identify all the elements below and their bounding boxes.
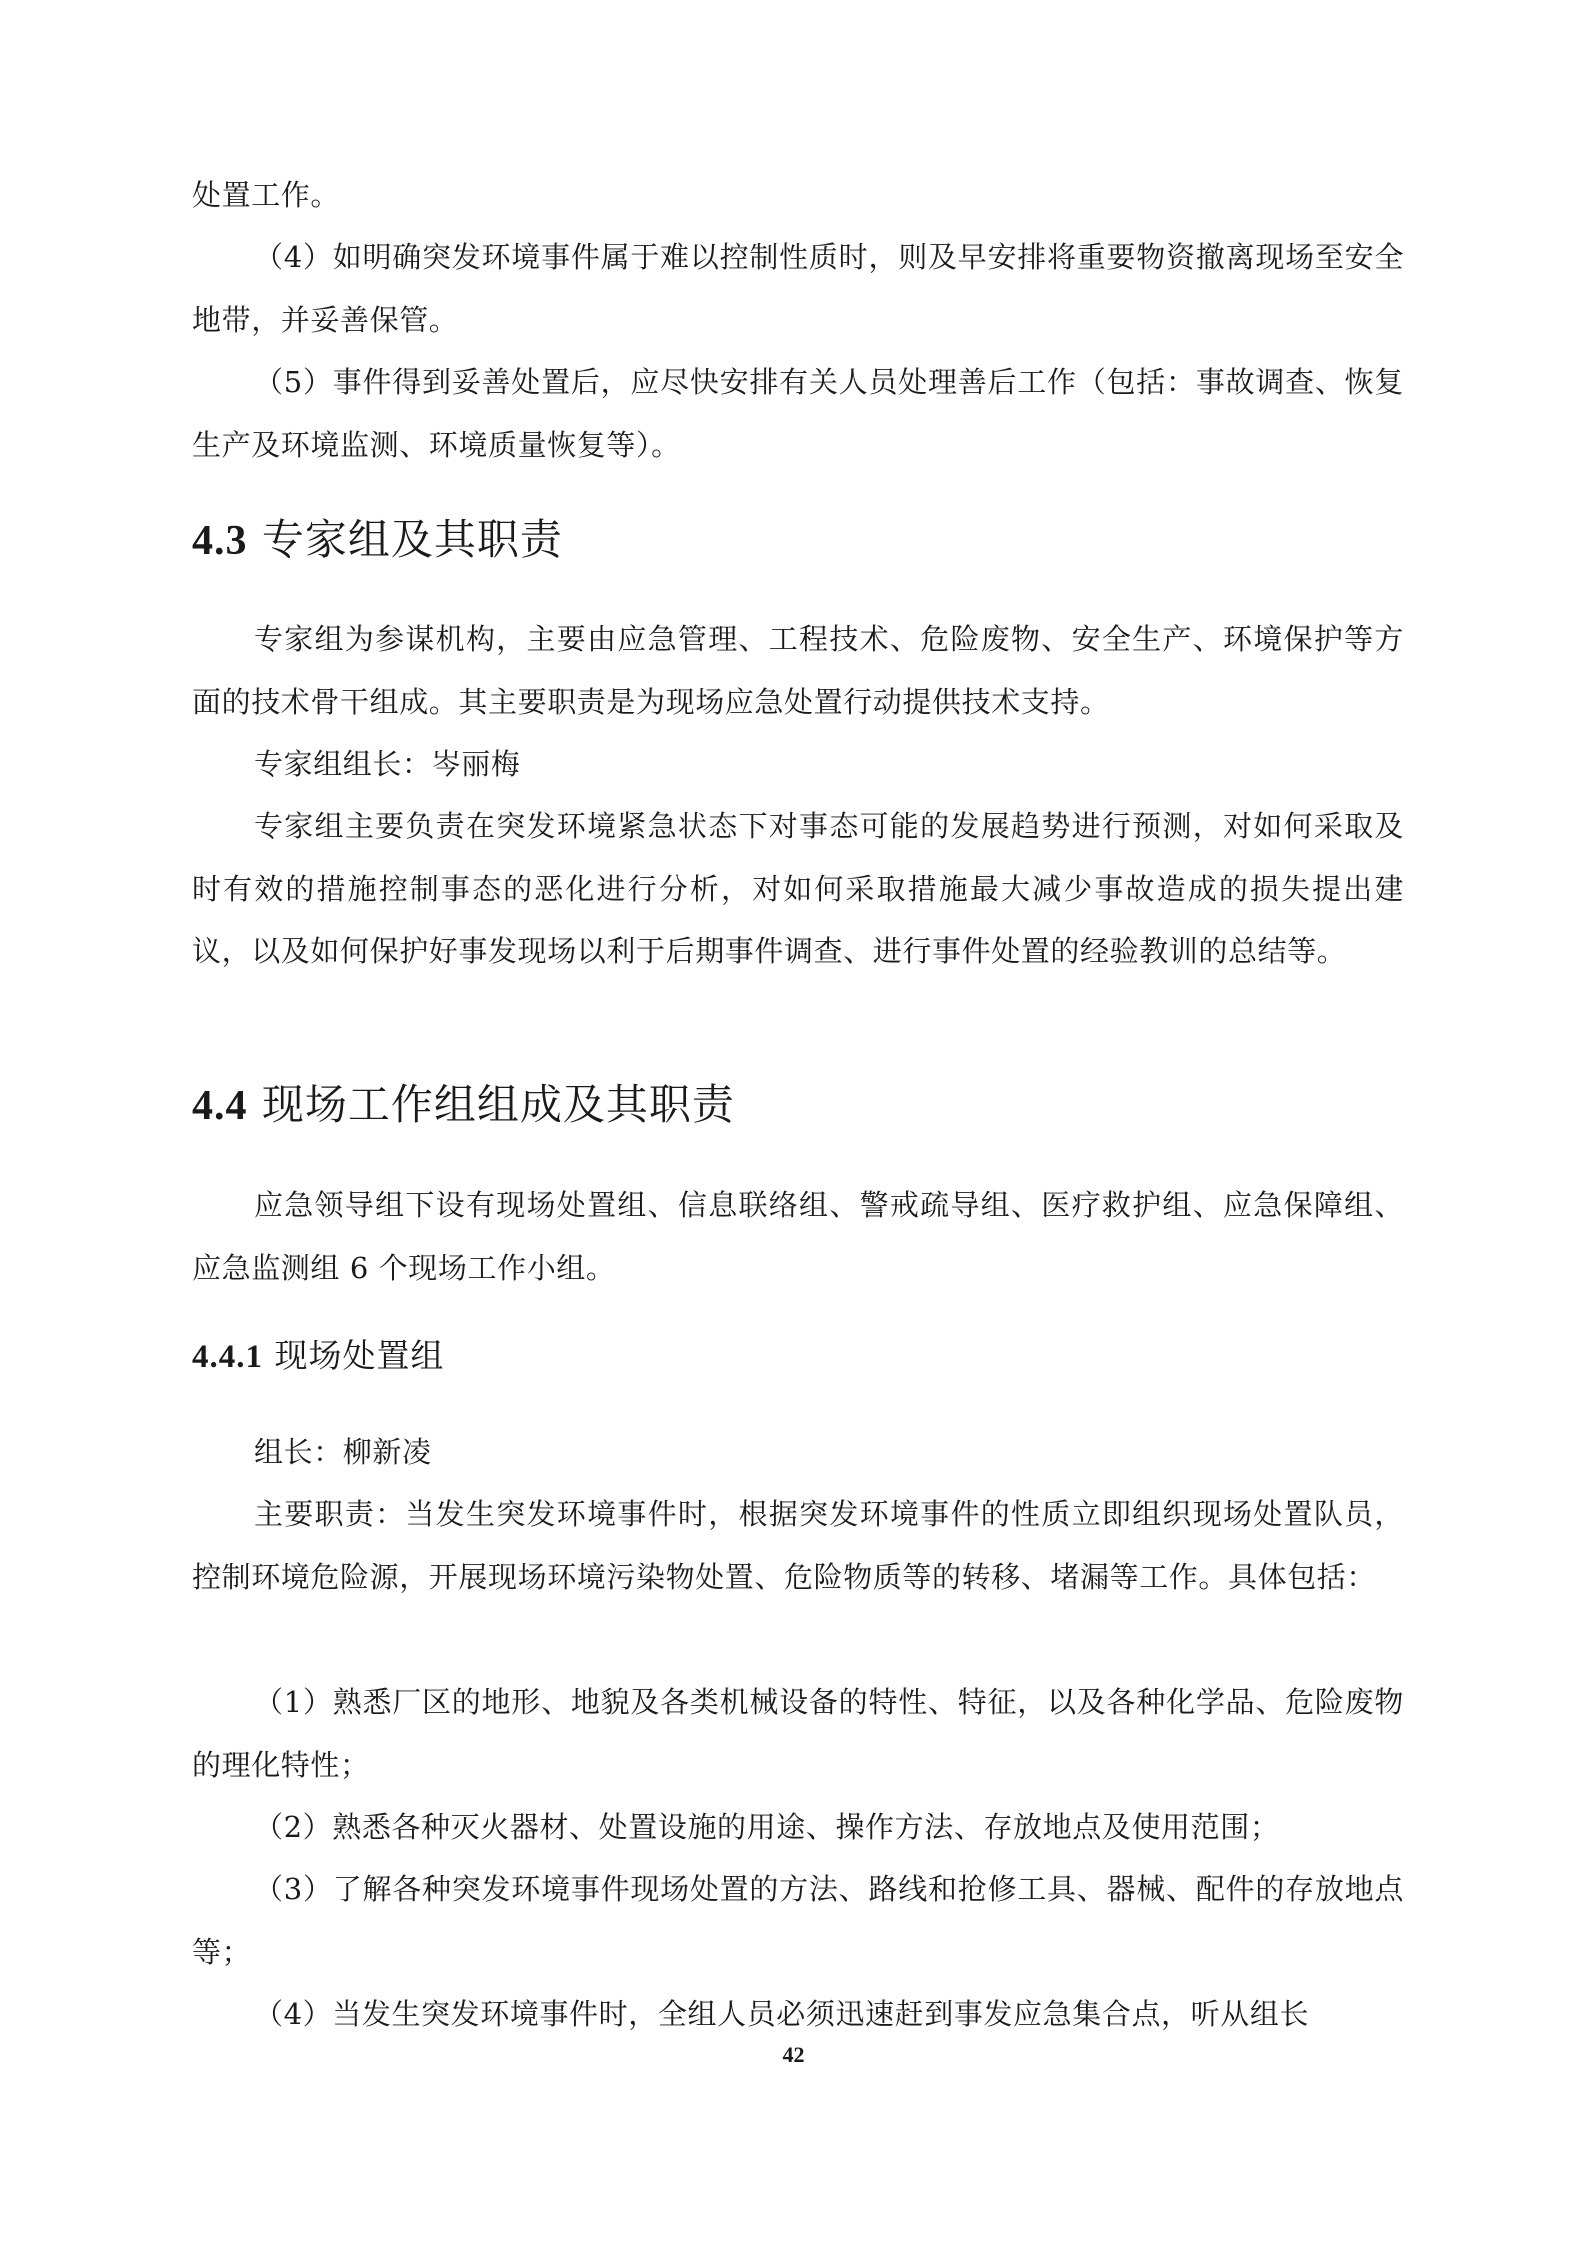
- subsection-heading-4-4-1: [192, 1331, 445, 1382]
- paragraph-onsite-item-1: （1）熟悉厂区的地形、地貌及各类机械设备的特性、特征，以及各种化学品、危险废物的理化特性；: [192, 1685, 1404, 1782]
- paragraph-item-4: （4）如明确突发环境事件属于难以控制性质时，则及早安排将重要物资撤离现场至安全地带，并妥善保管。: [192, 240, 1404, 337]
- section-title: 现场工作组组成及其职责: [261, 1080, 735, 1129]
- paragraph-continuation: 处置工作。: [192, 178, 341, 212]
- section-heading-4-4: [192, 1075, 735, 1136]
- subsection-title: 现场处置组: [274, 1336, 445, 1375]
- paragraph-expert-duties: 专家组主要负责在突发环境紧急状态下对事态可能的发展趋势进行预测，对如何采取及时有效的措施控制事态的恶化进行分析，对如何采取措施最大减少事故造成的损失提出建议，以及如何保护好事发现场以利于后期事件调查、进行事件处置的经验教训的总结等。: [192, 809, 1404, 968]
- paragraph-onsite-duties: 主要职责：当发生突发环境事件时，根据突发环境事件的性质立即组织现场处置队员，控制环境危险源，开展现场环境污染物处置、危险物质等的转移、堵漏等工作。具体包括：: [192, 1497, 1404, 1594]
- subsection-number: 4.4.1: [192, 1339, 263, 1375]
- page-number: 42: [782, 2042, 805, 2067]
- paragraph-work-groups: 应急领导组下设有现场处置组、信息联络组、警戒疏导组、医疗救护组、应急保障组、应急监测组 6 个现场工作小组。: [192, 1188, 1404, 1285]
- paragraph-onsite-leader: 组长：柳新凌: [254, 1435, 432, 1469]
- section-number: 4.3: [192, 518, 248, 564]
- paragraph-onsite-item-3: （3）了解各种突发环境事件现场处置的方法、路线和抢修工具、器械、配件的存放地点等；: [192, 1872, 1404, 1969]
- paragraph-onsite-item-4: （4）当发生突发环境事件时，全组人员必须迅速赶到事发应急集合点，听从组长: [254, 1997, 1310, 2031]
- section-title: 专家组及其职责: [261, 515, 563, 564]
- paragraph-expert-leader: 专家组组长：岑丽梅: [254, 747, 521, 781]
- paragraph-onsite-item-2: （2）熟悉各种灭火器材、处置设施的用途、操作方法、存放地点及使用范围；: [254, 1810, 1280, 1844]
- section-heading-4-3: [192, 510, 563, 571]
- section-number: 4.4: [192, 1083, 248, 1129]
- paragraph-item-5: （5）事件得到妥善处置后，应尽快安排有关人员处理善后工作（包括：事故调查、恢复生产及环境监测、环境质量恢复等）。: [192, 365, 1404, 462]
- paragraph-expert-group: 专家组为参谋机构，主要由应急管理、工程技术、危险废物、安全生产、环境保护等方面的技术骨干组成。其主要职责是为现场应急处置行动提供技术支持。: [192, 622, 1404, 719]
